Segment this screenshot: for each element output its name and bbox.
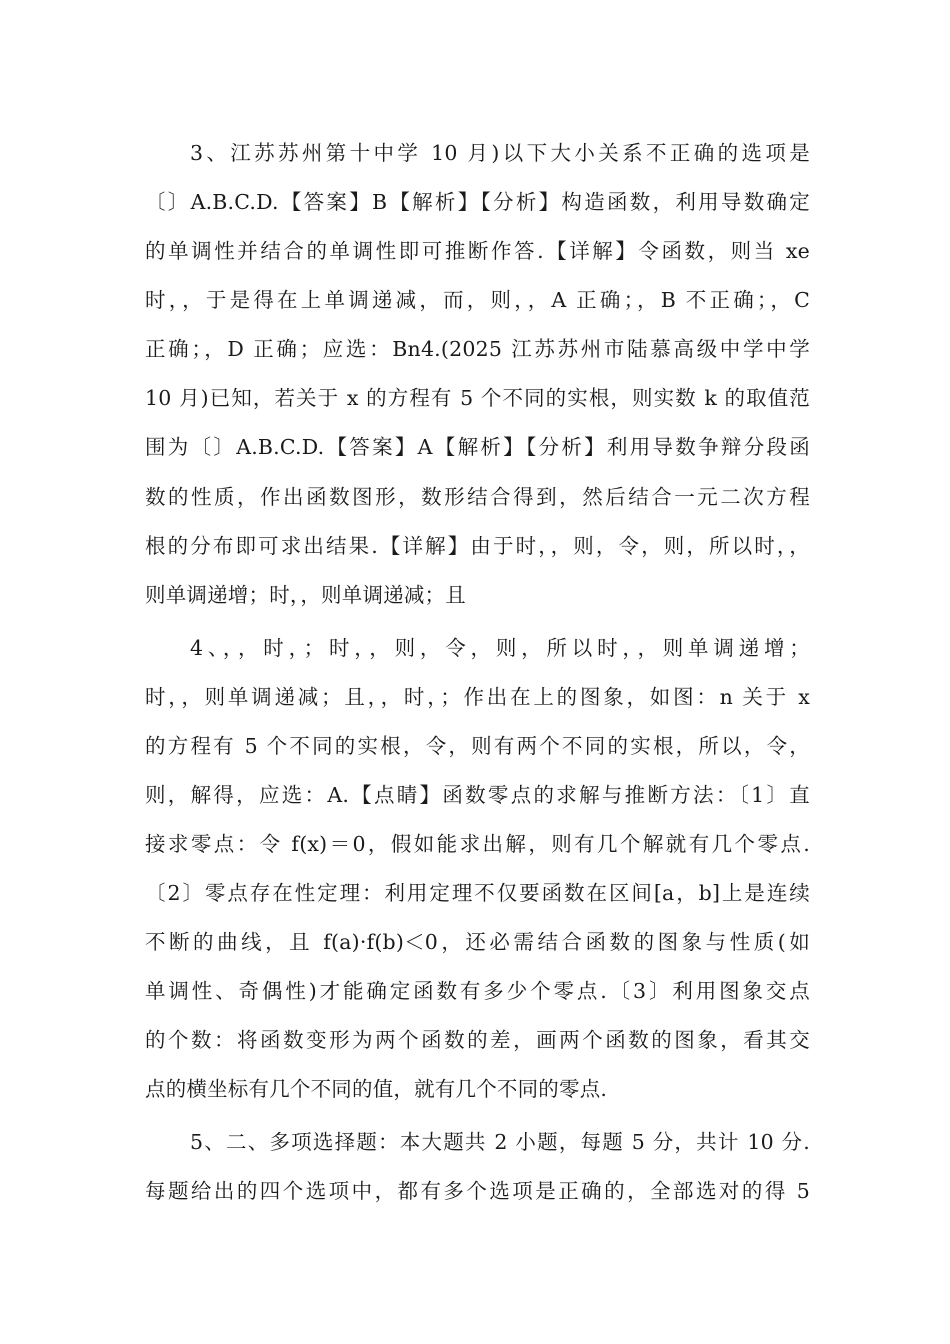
paragraph-3-line-3: 的单调性并结合的单调性即可推断作答.【详解】令函数，则当 xe [145, 239, 810, 263]
paragraph-3-line-1: 3、江苏苏州第十中学 10 月)以下大小关系不正确的选项是 [190, 141, 810, 165]
paragraph-3-line-6: 10 月)已知，若关于 x 的方程有 5 个不同的实根，则实数 k 的取值范 [145, 386, 810, 410]
paragraph-4-line-3: 的方程有 5 个不同的实根，令，则有两个不同的实根，所以，令， [145, 734, 810, 758]
paragraph-3-line-5: 正确；，D 正确；应选：Bn4.(2025 江苏苏州市陆慕高级中学中学 [145, 337, 810, 361]
paragraph-3-line-8: 数的性质，作出函数图形，数形结合得到，然后结合一元二次方程 [145, 485, 810, 509]
paragraph-3-line-9: 根的分布即可求出结果.【详解】由于时，，则，令，则，所以时，， [145, 534, 810, 558]
paragraph-4-line-1: 4、，，时，；时，，则，令，则，所以时，，则单调递增； [190, 636, 810, 660]
paragraph-4-line-2: 时，，则单调递减；且，，时，；作出在上的图象，如图：n 关于 x [145, 685, 810, 709]
paragraph-3-line-7: 围为〔〕A.B.C.D.【答案】A【解析】【分析】利用导数争辩分段函 [145, 435, 810, 459]
paragraph-5-line-1: 5、二、多项选择题：本大题共 2 小题，每题 5 分，共计 10 分. [190, 1130, 810, 1154]
paragraph-4-line-4: 则，解得，应选：A.【点睛】函数零点的求解与推断方法：〔1〕直 [145, 783, 810, 807]
paragraph-4-line-8: 单调性、奇偶性)才能确定函数有多少个零点.〔3〕利用图象交点 [145, 979, 810, 1003]
paragraph-4-line-10: 点的横坐标有几个不同的值，就有几个不同的零点. [145, 1077, 608, 1101]
paragraph-4-line-9: 的个数：将函数变形为两个函数的差，画两个函数的图象，看其交 [145, 1028, 810, 1052]
paragraph-4-line-7: 不断的曲线，且 f(a)·f(b)＜0，还必需结合函数的图象与性质(如 [145, 930, 810, 954]
paragraph-3-line-2: 〔〕A.B.C.D.【答案】B【解析】【分析】构造函数，利用导数确定 [145, 190, 810, 214]
paragraph-3-line-10: 则单调递增；时，，则单调递减；且 [145, 583, 466, 607]
paragraph-4-line-5: 接求零点：令 f(x)＝0，假如能求出解，则有几个解就有几个零点. [145, 832, 810, 856]
paragraph-3-line-4: 时，，于是得在上单调递减，而，则，，A 正确；，B 不正确；，C [145, 288, 810, 312]
paragraph-5-line-2: 每题给出的四个选项中，都有多个选项是正确的，全部选对的得 5 [145, 1179, 810, 1203]
paragraph-4-line-6: 〔2〕零点存在性定理：利用定理不仅要函数在区间[a，b]上是连续 [145, 881, 810, 905]
